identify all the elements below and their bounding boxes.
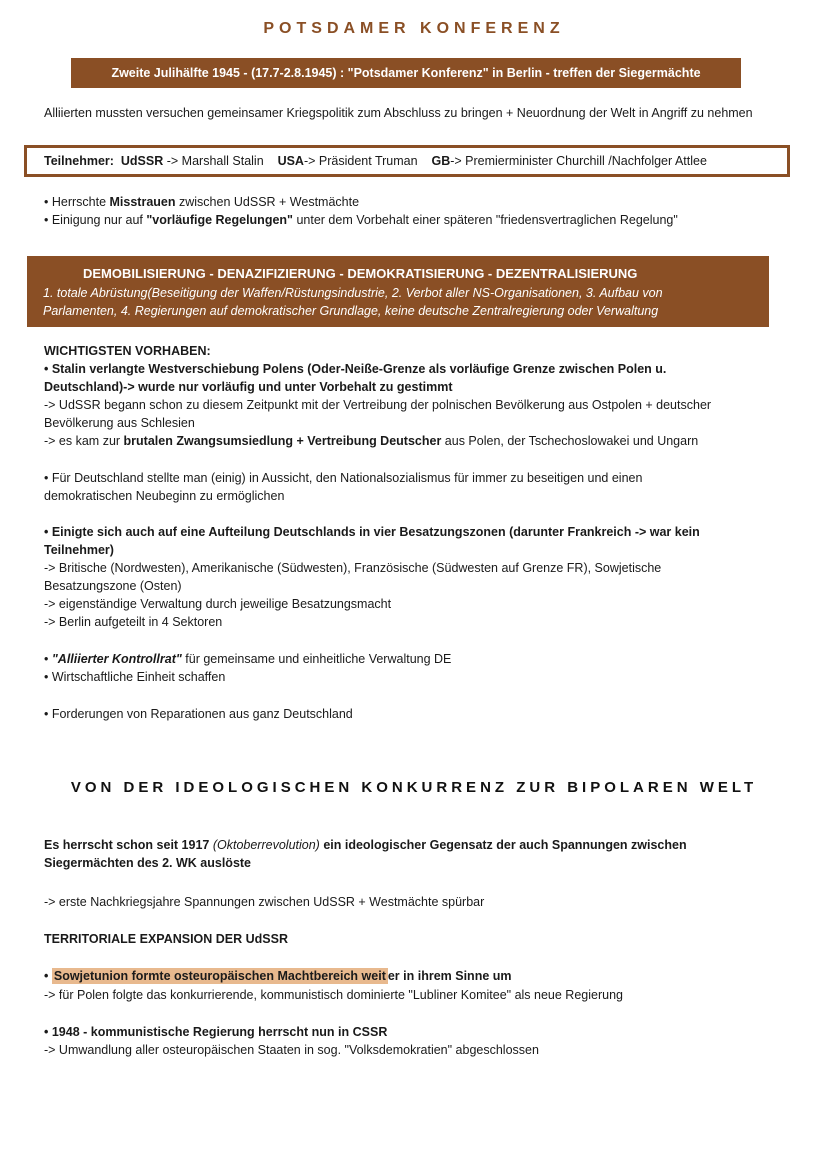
plans-bold: "Alliierter Kontrollrat" xyxy=(51,652,182,666)
plans-zones-detail: -> Britische (Nordwesten), Amerikanische (Südwesten), Französische (Südwesten auf Grenze FR), Sowjetische xyxy=(44,561,662,575)
plans-council xyxy=(44,650,784,668)
participants-label: Teilnehmer: xyxy=(44,154,114,168)
gb-label: GB xyxy=(431,154,451,168)
four-d-box xyxy=(27,256,769,327)
plans-zones-detail: Besatzungszone (Osten) xyxy=(44,579,182,593)
four-d-line: Parlamenten, 4. Regierungen auf demokratischer Grundlage, keine deutsche Zentralregierung oder Verwaltung xyxy=(43,304,659,318)
udssr-rep: -> Marshall Stalin xyxy=(166,154,264,168)
plans-zones: • Einigte sich auch auf eine Aufteilung Deutschlands in vier Besatzungszonen (darunter Frankreich -> war kein xyxy=(44,525,700,539)
four-d-line: 1. totale Abrüstung(Beseitigung der Waffen/Rüstungsindustrie, 2. Verbot aller NS-Organisationen, 3. Aufbau von xyxy=(43,286,663,300)
plans-text: • xyxy=(44,652,52,666)
bullet-misstrauen xyxy=(44,193,784,211)
plans-bold: brutalen Zwangsumsiedlung + Vertreibung Deutscher xyxy=(123,434,442,448)
bullet-text: • Herrschte xyxy=(44,195,110,209)
plans-reparations: • Forderungen von Reparationen aus ganz Deutschland xyxy=(44,707,353,721)
tension-text: -> erste Nachkriegsjahre Spannungen zwischen UdSSR + Westmächte spürbar xyxy=(44,895,485,909)
bullet-regelungen xyxy=(44,211,784,229)
plans-stalin: • Stalin verlangte Westverschiebung Polens (Oder-Neiße-Grenze als vorläufige Grenze zwischen Polen u. xyxy=(44,362,667,376)
plans-ns: demokratischen Neubeginn zu ermöglichen xyxy=(44,489,285,503)
plans-heading: WICHTIGSTEN VORHABEN: xyxy=(44,344,211,358)
plans-text: -> es kam zur xyxy=(44,434,124,448)
plans-stalin: Deutschland)-> wurde nur vorläufig und unter Vorbehalt zu gestimmt xyxy=(44,380,453,394)
page-title: POTSDAMER KONFERENZ xyxy=(263,20,565,37)
plans-text: aus Polen, der Tschechoslowakei und Ungarn xyxy=(441,434,699,448)
plans-zones-berlin: -> Berlin aufgeteilt in 4 Sektoren xyxy=(44,615,223,629)
expansion-heading: TERRITORIALE EXPANSION DER UdSSR xyxy=(44,932,289,946)
plans-forced xyxy=(44,432,784,450)
plans-zones: Teilnehmer) xyxy=(44,543,114,557)
ideology-line2: Siegermächten des 2. WK auslöste xyxy=(44,856,252,870)
ideology-paragraph xyxy=(44,836,784,854)
plans-expulsion: -> UdSSR begann schon zu diesem Zeitpunkt mit der Vertreibung der polnischen Bevölkerung aus Ostpolen + deutscher xyxy=(44,398,712,412)
udssr-label: UdSSR xyxy=(120,154,164,168)
bullet-text: er in ihrem Sinne um xyxy=(387,969,512,983)
plans-text: für gemeinsame und einheitliche Verwaltung DE xyxy=(181,652,452,666)
ideology-italic: (Oktoberrevolution) xyxy=(212,838,320,852)
bullet-bold: "vorläufige Regelungen" xyxy=(146,213,293,227)
expansion-bullet-2: • 1948 - kommunistische Regierung herrscht nun in CSSR xyxy=(44,1025,388,1039)
highlighted-text: Sowjetunion formte osteuropäischen Machtbereich weit xyxy=(53,969,386,983)
gb-rep: -> Premierminister Churchill /Nachfolger Attlee xyxy=(450,154,707,168)
expansion-bullet-1-sub: -> für Polen folgte das konkurrierende, kommunistisch dominierte "Lubliner Komitee" als neue Regierung xyxy=(44,988,623,1002)
plans-zones-admin: -> eigenständige Verwaltung durch jeweilige Besatzungsmacht xyxy=(44,597,392,611)
plans-expulsion: Bevölkerung aus Schlesien xyxy=(44,416,195,430)
date-banner: Zweite Julihälfte 1945 - (17.7-2.8.1945) : "Potsdamer Konferenz" in Berlin - treffen der Siegermächte xyxy=(71,58,741,88)
bullet-mark: • xyxy=(44,969,52,983)
expansion-bullet-1 xyxy=(44,967,784,985)
ideology-bold: Es herrscht schon seit 1917 xyxy=(44,838,213,852)
expansion-bullet-2-sub: -> Umwandlung aller osteuropäischen Staaten in sog. "Volksdemokratien" abgeschlossen xyxy=(44,1043,539,1057)
four-d-heading: DEMOBILISIERUNG - DENAZIFIZIERUNG - DEMOKRATISIERUNG - DEZENTRALISIERUNG xyxy=(83,266,638,281)
bullet-text: unter dem Vorbehalt einer späteren "friedensvertraglichen Regelung" xyxy=(292,213,678,227)
participants-box xyxy=(24,145,790,177)
intro-text: Alliierten mussten versuchen gemeinsamer Kriegspolitik zum Abschluss zu bringen + Neuordnung der Welt in Angriff zu nehmen xyxy=(44,106,753,120)
ideology-bold: ein ideologischer Gegensatz der auch Spannungen zwischen xyxy=(319,838,687,852)
bullet-text: zwischen UdSSR + Westmächte xyxy=(175,195,360,209)
bullet-bold: Misstrauen xyxy=(109,195,176,209)
bullet-text: • Einigung nur auf xyxy=(44,213,147,227)
section-title: VON DER IDEOLOGISCHEN KONKURRENZ ZUR BIPOLAREN WELT xyxy=(70,779,758,796)
usa-rep: -> Präsident Truman xyxy=(303,154,418,168)
plans-economy: • Wirtschaftliche Einheit schaffen xyxy=(44,670,226,684)
plans-ns: • Für Deutschland stellte man (einig) in Aussicht, den Nationalsozialismus für immer zu beseitigen und einen xyxy=(44,471,643,485)
usa-label: USA xyxy=(277,154,304,168)
